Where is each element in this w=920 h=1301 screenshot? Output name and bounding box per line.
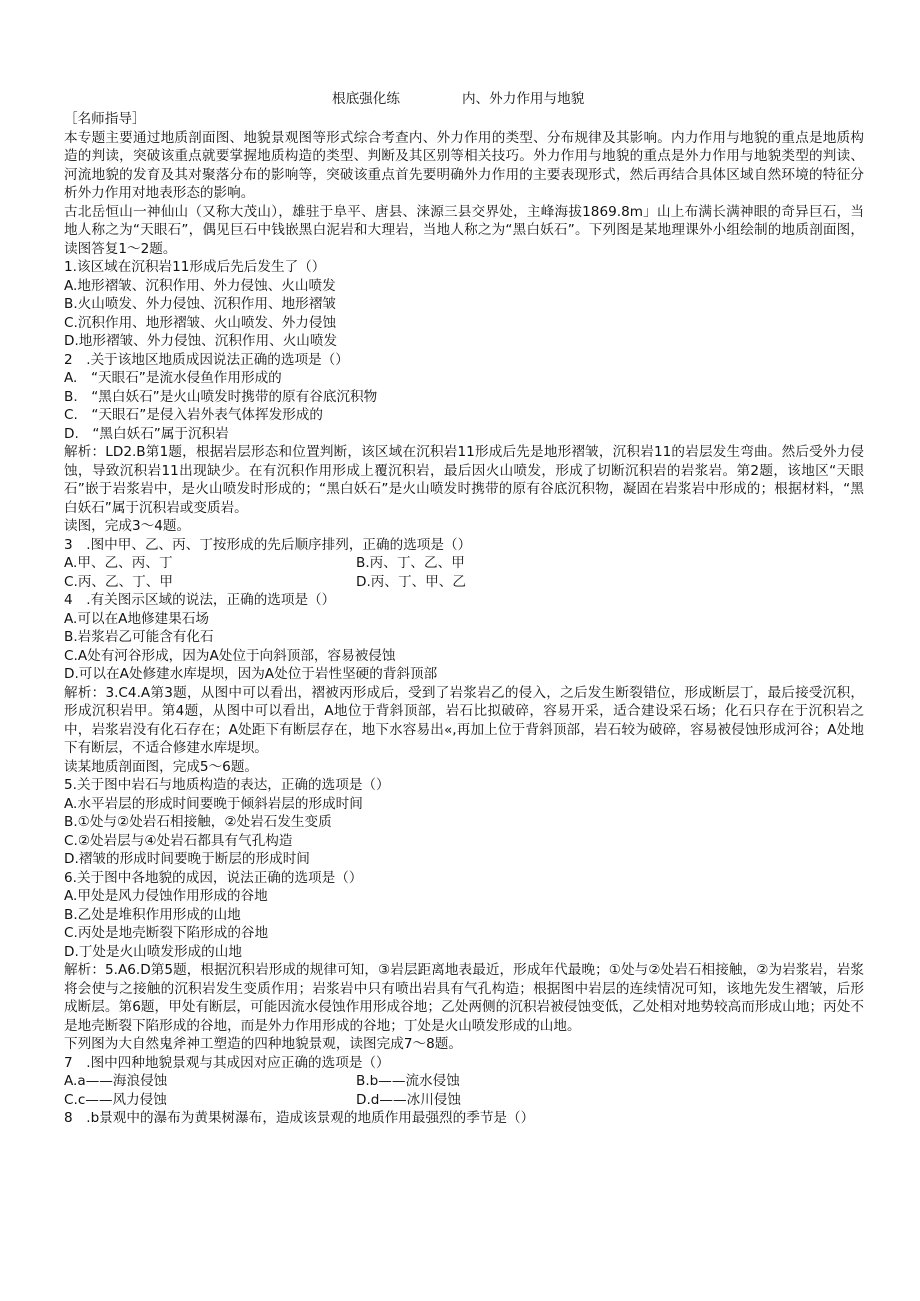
question-8-stem: 8 .b景观中的瀑布为黄果树瀑布，造成该景观的地质作用最强烈的季节是（） xyxy=(64,1110,535,1126)
question-7-option-b: B.b——流水侵蚀 xyxy=(356,1073,460,1089)
question-1-option-d: D.地形褶皱、外力侵蚀、沉积作用、火山喷发 xyxy=(64,333,338,349)
question-6-option-b: B.乙处是堆积作用形成的山地 xyxy=(64,906,241,923)
question-4-option-d: D.可以在A处修建水库堤坝，因为A处位于岩性坚硬的背斜顶部 xyxy=(64,666,438,682)
question-7-stem: 7 .图中四种地貌景观与其成因对应正确的选项是（） xyxy=(64,1054,390,1071)
question-1-option-b: B.火山喷发、外力侵蚀、沉积作用、地形褶皱 xyxy=(64,296,336,312)
question-3-option-b: B.丙、丁、乙、甲 xyxy=(356,555,465,571)
question-4-option-a: A.可以在A地修建果石场 xyxy=(64,610,210,627)
question-7-option-d: D.d——冰川侵蚀 xyxy=(356,1091,461,1108)
question-6-option-c: C.丙处是地壳断裂下陷形成的谷地 xyxy=(64,925,269,941)
read-prompt-3-4: 读图，完成3〜4题。 xyxy=(64,518,191,534)
question-5-option-b: B.①处与②处岩石相接触，②处岩石发生变质 xyxy=(64,814,332,830)
question-2-option-b: B. “黑白妖石”是火山喷发时携带的原有谷底沉积物 xyxy=(64,388,378,405)
document-page xyxy=(64,90,864,1128)
read-prompt-7-8: 下列图为大自然鬼斧神工塑造的四种地貌景观，读图完成7〜8题。 xyxy=(64,1036,462,1052)
question-5-option-a: A.水平岩层的形成时间要晚于倾斜岩层的形成时间 xyxy=(64,795,363,812)
question-7-option-a: A.a——海浪侵蚀 xyxy=(64,1073,168,1089)
question-3-option-c: C.丙、乙、丁、甲 xyxy=(64,573,173,590)
question-3-option-a: A.甲、乙、丙、丁 xyxy=(64,555,173,571)
question-5-option-d: D.褶皱的形成时间要晚于断层的形成时间 xyxy=(64,851,310,867)
question-1-option-c: C.沉积作用、地形褶皱、火山喷发、外力侵蚀 xyxy=(64,314,337,331)
question-6-stem: 6.关于图中各地貌的成因，说法正确的选项是（） xyxy=(64,869,363,886)
question-2-option-a: A. “天眼石”是流水侵鱼作用形成的 xyxy=(64,370,282,386)
question-6-option-a: A.甲处是风力侵蚀作用形成的谷地 xyxy=(64,888,268,904)
question-5-stem: 5.关于图中岩石与地质构造的表达，正确的选项是（） xyxy=(64,777,390,793)
intro-paragraph: 本专题主要通过地质剖面图、地貌景观图等形式综合考查内、外力作用的类型、分布规律及其影响。内力作用与地貌的重点是地质构造的判读，突破该重点就要掌握地质构造的类型、判断及其区别等相关技巧。外力作用与地貌的重点是外力作用与地貌类型的判读、河流地貌的发育及其对聚落分布的影响等，突破该重点首先要明确外力作用的主要表现形式，然后再结合具体区域自然环境的特征分析外力作用对地表形态的影响。 xyxy=(64,129,864,201)
question-5-option-c: C.②处岩层与④处岩石都具有气孔构造 xyxy=(64,832,293,849)
question-4-stem: 4 .有关图示区域的说法，正确的选项是（） xyxy=(64,592,336,608)
question-4-option-c: C.A处有河谷形成，因为A处位于向斜顶部，容易被侵蚀 xyxy=(64,647,396,664)
read-prompt-5-6: 读某地质剖面图，完成5〜6题。 xyxy=(64,758,259,775)
answer-3-4: 解析：3.C4.A第3题，从图中可以看出，褶被丙形成后，受到了岩浆岩乙的侵入，之后发生断裂错位，形成断层丁，最后接受沉积，形成沉积岩甲。第4题，从图中可以看出，A地位于背斜顶部，岩石比拟破碎，容易开采，适合建设采石场；化石只存在于沉积岩之中，岩浆岩没有化石存在；A处距下有断层存在，地下水容易出«,再加上位于背斜顶部，岩石较为破碎，容易被侵蚀形成河谷；A处地下有断层，不适合修建水库堤坝。 xyxy=(64,684,864,756)
title-main: 根底强化练 xyxy=(332,91,400,107)
question-4-option-b: B.岩浆岩乙可能含有化石 xyxy=(64,629,214,645)
question-2-option-c: C. “天眼石”是侵入岩外表气体挥发形成的 xyxy=(64,407,323,423)
question-2-option-d: D. “黑白妖石”属于沉积岩 xyxy=(64,425,229,442)
document-title xyxy=(64,90,864,109)
question-3-option-d: D.丙、丁、甲、乙 xyxy=(356,573,466,590)
question-3-stem: 3 .图中甲、乙、丙、丁按形成的先后顺序排列，正确的选项是（） xyxy=(64,536,472,553)
question-3-options-row-2 xyxy=(64,573,864,592)
section-label: ［名师指导］ xyxy=(64,111,146,127)
question-6-option-d: D.丁处是火山喷发形成的山地 xyxy=(64,943,242,960)
question-7-options-row-2 xyxy=(64,1091,864,1110)
title-topic: 内、外力作用与地貌 xyxy=(461,91,585,107)
question-1-stem: 1.该区域在沉积岩11形成后先后发生了（） xyxy=(64,259,326,275)
answer-1-2: 解析：LD2.B第1题，根据岩层形态和位置判断，该区域在沉积岩11形成后先是地形褶皱，沉积岩11的岩层发生弯曲。然后受外力侵蚀，导致沉积岩11出现缺少。在有沉积作用形成上覆沉积岩，最后因火山喷发，形成了切断沉积岩的岩浆岩。第2题，该地区“天眼石”嵌于岩浆岩中，是火山喷发时形成的；“黑白妖石”是火山喷发时携带的原有谷底沉积物，凝固在岩浆岩中形成的；根据材料，“黑白妖石”属于沉积岩或变质岩。 xyxy=(64,444,864,516)
question-1-option-a: A.地形褶皱、沉积作用、外力侵蚀、火山喷发 xyxy=(64,277,336,294)
question-7-options-row-1 xyxy=(64,1072,864,1091)
question-2-stem: 2 .关于该地区地质成因说法正确的选项是（） xyxy=(64,351,349,368)
question-3-options-row-1 xyxy=(64,554,864,573)
question-7-option-c: C.c——风力侵蚀 xyxy=(64,1091,167,1108)
passage-1: 古北岳恒山一神仙山（又称大茂山），雄驻于阜平、唐县、涞源三县交界处，主峰海拔1869.8m」山上布满长满神眼的奇异巨石，当地人称之为“天眼石”，偶见巨石中钱嵌黑白泥岩和大理岩，当地人称之为“黑白妖石”。下列图是某地理课外小组绘制的地质剖面图，读图答复1〜2题。 xyxy=(64,203,864,257)
answer-5-6: 解析：5.A6.D第5题，根据沉积岩形成的规律可知，③岩层距离地表最近，形成年代最晚；①处与②处岩石相接触，②为岩浆岩，岩浆将会使与之接触的沉积岩发生变质作用；岩浆岩中只有喷出岩具有气孔构造；根据图中岩层的连续情况可知，该地先发生褶皱，后形成断层。第6题，甲处有断层，可能因流水侵蚀作用形成谷地；乙处两侧的沉积岩被侵蚀变低，乙处相对地势较高而形成山地；丙处不是地壳断裂下陷形成的谷地，而是外力作用形成的谷地；丁处是火山喷发形成的山地。 xyxy=(64,962,864,1034)
